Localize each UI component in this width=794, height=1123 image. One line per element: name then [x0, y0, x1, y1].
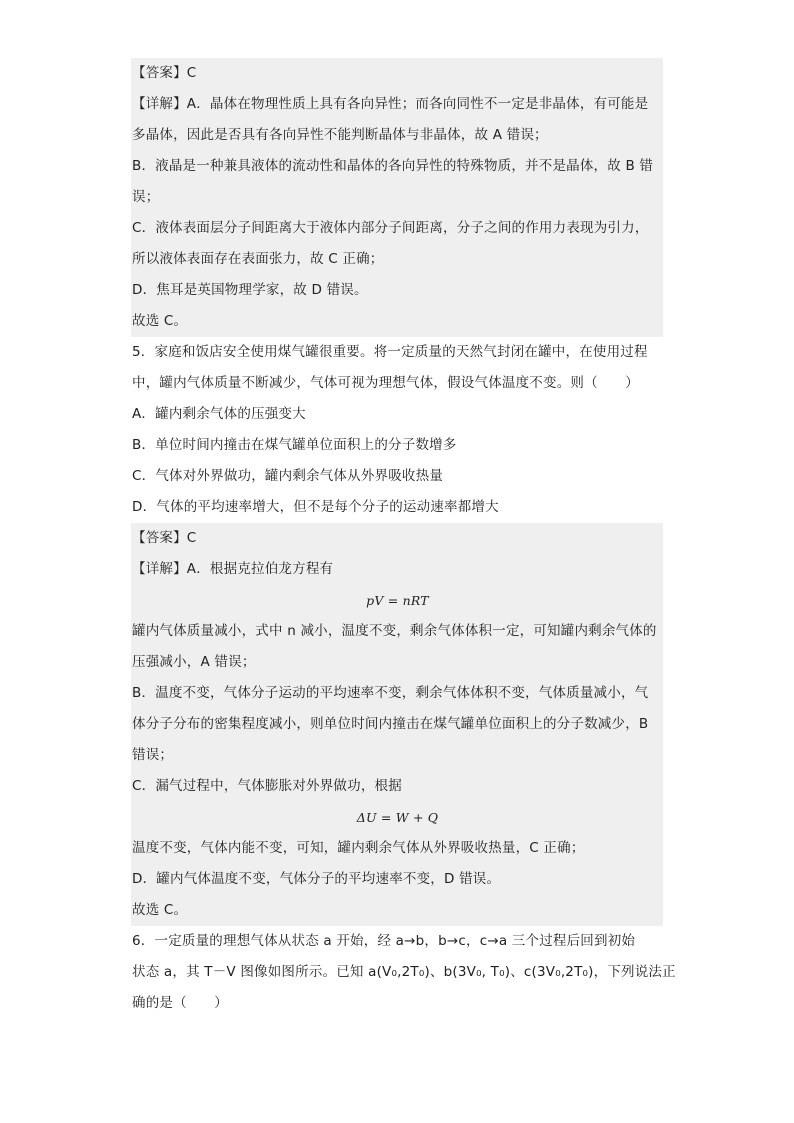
text-line: C．气体对外界做功，罐内剩余气体从外界吸收热量 — [132, 468, 444, 484]
text-line: 【答案】C — [131, 58, 663, 89]
text-line: 状态 a，其 T－V 图像如图所示。已知 a(V₀,2T₀)、b(3V₀, T₀)、c(3V₀,2T₀)，下列说法正 — [132, 964, 676, 980]
text-line: B．单位时间内撞击在煤气罐单位面积上的分子数增多 — [132, 437, 457, 453]
document-page — [131, 58, 676, 1019]
text-line: B．液晶是一种兼具液体的流动性和晶体的各向异性的特殊物质，并不是晶体，故 B 错 — [131, 151, 663, 182]
text-line: 【详解】A．晶体在物理性质上具有各向异性；而各向同性不一定是非晶体，有可能是 — [131, 89, 663, 120]
text-line: D．气体的平均速率增大，但不是每个分子的运动速率都增大 — [132, 499, 499, 515]
text-line: 错误； — [131, 740, 663, 771]
text-line: 体分子分布的密集程度减小，则单位时间内撞击在煤气罐单位面积上的分子数减少，B — [131, 709, 663, 740]
text-line: D．焦耳是英国物理学家，故 D 错误。 — [131, 275, 663, 306]
text-line: B．温度不变，气体分子运动的平均速率不变，剩余气体体积不变，气体质量减小，气 — [131, 678, 663, 709]
text-line: 【答案】C — [131, 523, 663, 554]
text-line: 罐内气体质量减小，式中 n 减小，温度不变，剩余气体体积一定，可知罐内剩余气体的 — [131, 616, 663, 647]
text-line: 【详解】A．根据克拉伯龙方程有 — [131, 554, 663, 585]
text-line: 所以液体表面存在表面张力，故 C 正确； — [131, 244, 663, 275]
text-line: C．液体表面层分子间距离大于液体内部分子间距离，分子之间的作用力表现为引力， — [131, 213, 663, 244]
text-line: 确的是（ ） — [132, 995, 228, 1011]
text-line: C．漏气过程中，气体膨胀对外界做功，根据 — [131, 771, 663, 802]
text-line: 压强减小，A 错误； — [131, 647, 663, 678]
text-line: 5．家庭和饭店安全使用煤气罐很重要。将一定质量的天然气封闭在罐中，在使用过程 — [132, 344, 648, 360]
text-line: 温度不变，气体内能不变，可知，罐内剩余气体从外界吸收热量，C 正确； — [131, 833, 663, 864]
text-line: 误； — [131, 182, 663, 213]
text-line: 故选 C。 — [131, 306, 663, 337]
formula-line: ΔU = W + Q — [131, 802, 663, 833]
text-line: 中，罐内气体质量不断减少，气体可视为理想气体，假设气体温度不变。则（ ） — [132, 375, 639, 391]
text-line: A．罐内剩余气体的压强变大 — [132, 406, 306, 422]
document-content — [131, 58, 676, 1019]
text-line: D．罐内气体温度不变，气体分子的平均速率不变，D 错误。 — [131, 864, 663, 895]
text-line: 多晶体，因此是否具有各向异性不能判断晶体与非晶体，故 A 错误； — [131, 120, 663, 151]
formula-line: pV = nRT — [131, 585, 663, 616]
text-line: 6．一定质量的理想气体从状态 a 开始，经 a→b，b→c，c→a 三个过程后回到初始 — [132, 933, 636, 949]
text-line: 故选 C。 — [131, 895, 663, 926]
